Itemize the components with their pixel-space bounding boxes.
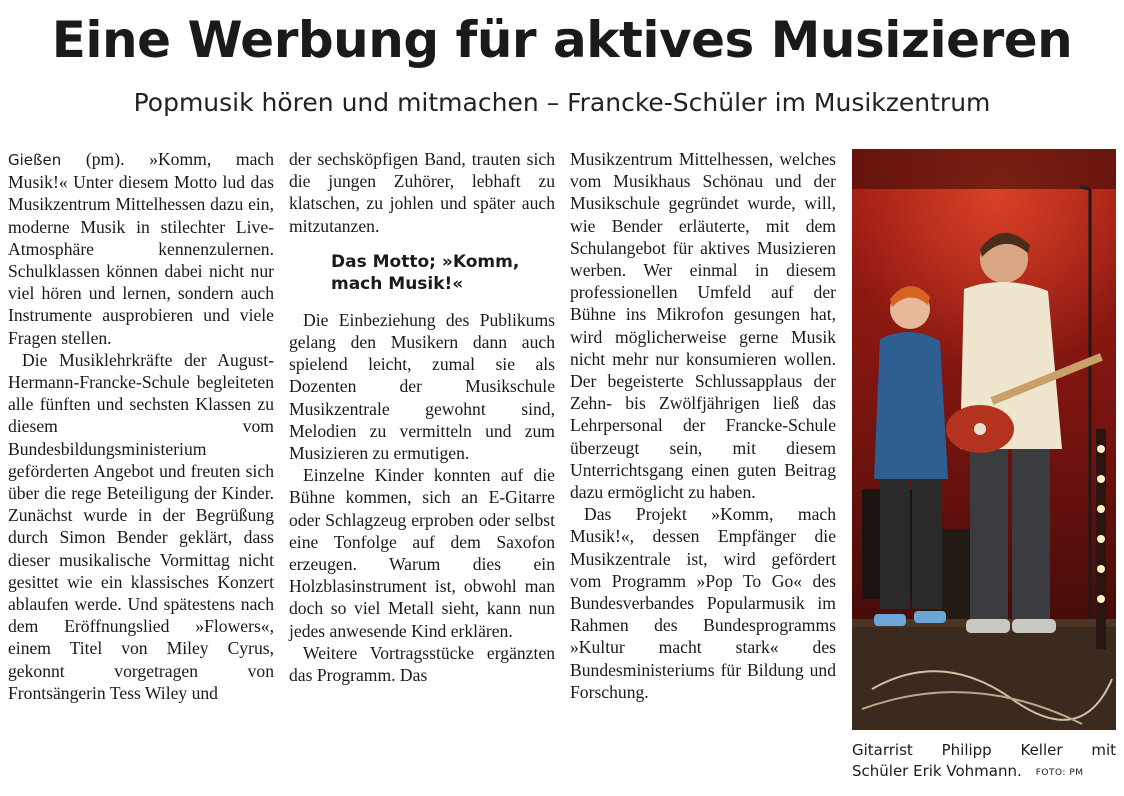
subheadline: Popmusik hören und mitmachen – Francke-Schüler im Musikzentrum	[133, 88, 991, 117]
subheading: Das Motto; »Komm, mach Musik!«	[331, 251, 520, 294]
article-paragraph: Das Projekt »Komm, mach Musik!«, dessen Empfänger die Musikzentrale ist, wird gefördert vom Programm »Pop To Go« des Bundesverbandes Popularmusik im Rahmen des Bundesprogramms »Kultur macht stark« des Bundesministeriums für Bildung und Forschung.	[570, 504, 836, 702]
dateline: Gießen	[8, 151, 62, 169]
article-column-1	[8, 148, 274, 704]
photo-caption	[852, 740, 1116, 784]
article-column-2	[289, 148, 555, 686]
concert-photo	[852, 149, 1116, 730]
article-paragraph: Die Einbeziehung des Publikums gelang den Musikern dann auch spielend leicht, zumal sie als Dozenten der Musikschule Musikzentrale gewohnt sind, Melodien zu vermitteln und zum Musizieren zu ermutigen.	[289, 309, 555, 464]
headline: Eine Werbung für aktives Musizieren	[51, 11, 1073, 69]
photo-credit: FOTO: PM	[1035, 768, 1084, 778]
article-paragraph: der sechsköpfigen Band, trauten sich die jungen Zuhörer, lebhaft zu klatschen, zu johlen und später auch mitzutanzen.	[289, 149, 555, 236]
article-column-3	[570, 148, 836, 703]
article-paragraph: Gießen (pm). »Komm, mach Musik!« Unter diesem Motto lud das Musikzentrum Mittelhessen dazu ein, moderne Musik in stilechter Live-Atmosphäre kennenzulernen. Schulklassen können dabei nicht nur viel hören und lernen, sondern auch Instrumente ausprobieren und viele Fragen stellen.	[8, 149, 274, 348]
article-paragraph: Einzelne Kinder konnten auf die Bühne kommen, sich an E-Gitarre oder Schlagzeug erproben oder selbst eine Tonfolge auf dem Saxofon erzeugen. Warum dies ein Holzblasinstrument ist, obwohl man doch so viel Metall sieht, kann nun jedes anwesende Kind erklären.	[289, 465, 555, 641]
article-paragraph: Musikzentrum Mittelhessen, welches vom Musikhaus Schönau und der Musikschule gegründet wurde, will, wie Bender erläuterte, mit dem Schulangebot für aktives Musizieren werben. Wer einmal in diesem professionellen Umfeld auf der Bühne ins Mikrofon gesungen hat, wird möglicherweise gerne Musik nicht mehr nur konsumieren wollen. Der begeisterte Schlussapplaus der Zehn- bis Zwölfjährigen ließ das Lehrpersonal der Francke-Schule überzeugt sein, mit diesem Unterrichtsgang einen guten Beitrag dazu ermöglicht zu haben.	[570, 149, 836, 503]
concert-photo-illustration	[852, 149, 1116, 730]
article-paragraph: Die Musiklehrkräfte der August-Hermann-Francke-Schule begleiteten alle fünften und sechsten Klassen zu diesem vom Bundesbildungsministerium geförderten Angebot und freuten sich über die rege Beteiligung der Kinder. Zunächst wurde in der Begrüßung durch Simon Bender geklärt, dass dieser musikalische Vormittag nicht gesittet wie ein klassisches Konzert ablaufen werde. Und spätestens nach dem Eröffnungslied »Flowers«, einem Titel von Miley Cyrus, gekonnt vorgetragen von Frontsängerin Tess Wiley und	[8, 349, 274, 703]
article-paragraph: Weitere Vortragsstücke ergänzten das Programm. Das	[289, 642, 555, 686]
caption-line: Schüler Erik Vohmann. FOTO: PM	[852, 762, 1084, 780]
caption-line: Gitarrist Philipp Keller mit	[852, 741, 1116, 759]
